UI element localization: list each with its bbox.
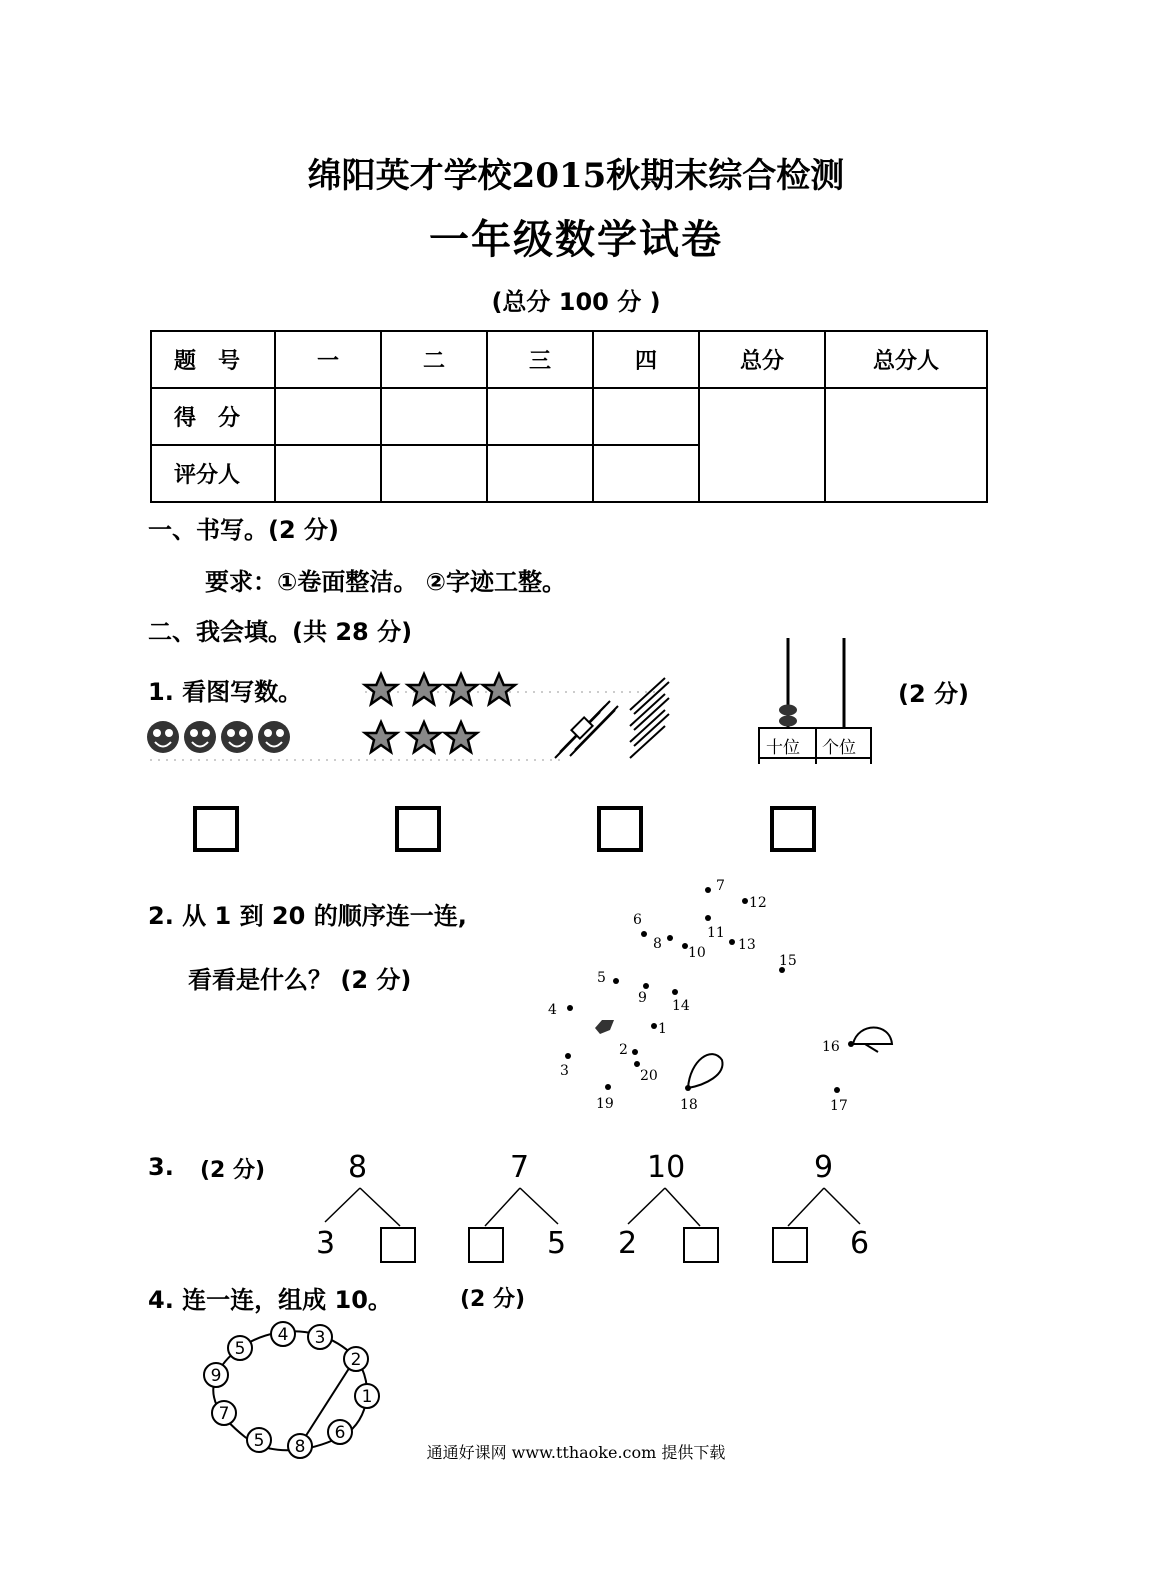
section1-requirement: 要求：①卷面整洁。 ②字迹工整。 bbox=[205, 568, 566, 596]
q1-score: (2 分) bbox=[898, 680, 969, 708]
grader-cell[interactable] bbox=[381, 445, 487, 502]
dot-number: 6 bbox=[633, 912, 642, 928]
answer-box[interactable] bbox=[395, 806, 441, 852]
face-icon bbox=[258, 721, 290, 753]
star-icon bbox=[365, 674, 397, 704]
number-circle bbox=[204, 1363, 228, 1387]
header-cell: 总分人 bbox=[825, 331, 987, 388]
answer-box[interactable] bbox=[683, 1227, 719, 1263]
header-cell: 题 号 bbox=[151, 331, 275, 388]
dot-number: 19 bbox=[596, 1096, 614, 1112]
score-cell[interactable] bbox=[275, 388, 381, 445]
dot-number: 20 bbox=[640, 1068, 658, 1084]
tree-top-number: 7 bbox=[510, 1150, 530, 1185]
face-icon bbox=[221, 721, 253, 753]
dot bbox=[672, 989, 678, 995]
dot bbox=[613, 978, 619, 984]
header-cell: 四 bbox=[593, 331, 699, 388]
tree-top-number: 9 bbox=[814, 1150, 834, 1185]
tree-top-number: 8 bbox=[348, 1150, 368, 1185]
star-icon bbox=[445, 674, 477, 704]
number-circle bbox=[228, 1336, 252, 1360]
row-label: 评分人 bbox=[151, 445, 275, 502]
header-cell: 一 bbox=[275, 331, 381, 388]
svg-text:5: 5 bbox=[253, 1431, 265, 1451]
number-circle bbox=[212, 1401, 236, 1425]
eye-shape bbox=[595, 1020, 614, 1034]
dot-number: 17 bbox=[830, 1098, 848, 1114]
dot-number: 5 bbox=[597, 970, 606, 986]
header-cell: 二 bbox=[381, 331, 487, 388]
score-table bbox=[150, 330, 988, 503]
number-circle bbox=[344, 1347, 368, 1371]
dot-number: 18 bbox=[680, 1097, 698, 1113]
svg-text:8: 8 bbox=[294, 1437, 306, 1457]
tree-top-number: 10 bbox=[647, 1150, 686, 1185]
section1-title: 一、书写。(2 分) bbox=[148, 516, 339, 544]
total-score: (总分 100 分 ) bbox=[491, 288, 661, 316]
dot-number: 14 bbox=[672, 998, 690, 1014]
dot-number: 7 bbox=[716, 878, 725, 894]
exam-subtitle: 一年级数学试卷 bbox=[429, 217, 723, 263]
dot-number: 12 bbox=[749, 895, 767, 911]
dot-number: 16 bbox=[822, 1039, 840, 1055]
svg-text:3: 3 bbox=[314, 1328, 326, 1348]
tree-left-number: 3 bbox=[316, 1226, 336, 1261]
header-cell: 总分 bbox=[699, 331, 825, 388]
answer-box[interactable] bbox=[597, 806, 643, 852]
star-icon bbox=[445, 722, 477, 752]
answer-box[interactable] bbox=[468, 1227, 504, 1263]
dot-number: 8 bbox=[653, 936, 662, 952]
tree-right-number: 5 bbox=[547, 1226, 567, 1261]
score-cell[interactable] bbox=[593, 388, 699, 445]
svg-text:7: 7 bbox=[218, 1404, 230, 1424]
dot-number: 10 bbox=[688, 945, 706, 961]
dot bbox=[605, 1084, 611, 1090]
q2-line1: 2. 从 1 到 20 的顺序连一连, bbox=[148, 902, 467, 930]
q1-label: 1. 看图写数。 bbox=[148, 678, 303, 706]
svg-text:9: 9 bbox=[210, 1366, 222, 1386]
svg-text:2: 2 bbox=[350, 1350, 362, 1370]
dot-to-dot-puzzle bbox=[540, 870, 920, 1120]
number-circle bbox=[355, 1384, 379, 1408]
dot bbox=[834, 1087, 840, 1093]
tree-left-number: 2 bbox=[618, 1226, 638, 1261]
dot bbox=[643, 983, 649, 989]
dot bbox=[567, 1005, 573, 1011]
dot bbox=[705, 887, 711, 893]
tree-right-number: 6 bbox=[850, 1226, 870, 1261]
answer-box[interactable] bbox=[772, 1227, 808, 1263]
star-icon bbox=[365, 722, 397, 752]
svg-text:4: 4 bbox=[277, 1325, 289, 1345]
score-cell[interactable] bbox=[381, 388, 487, 445]
section2-title: 二、我会填。(共 28 分) bbox=[148, 618, 413, 646]
leg-shape bbox=[688, 1054, 722, 1088]
number-circle bbox=[271, 1322, 295, 1346]
dot-number: 1 bbox=[658, 1021, 667, 1037]
answer-box[interactable] bbox=[193, 806, 239, 852]
svg-text:5: 5 bbox=[234, 1339, 246, 1359]
sticks-icon bbox=[630, 678, 669, 758]
dot-number: 3 bbox=[560, 1063, 569, 1079]
abacus-ones-label: 个位 bbox=[822, 738, 856, 758]
dot-number: 4 bbox=[548, 1002, 557, 1018]
dot bbox=[632, 1049, 638, 1055]
star-icon bbox=[483, 674, 515, 704]
svg-text:6: 6 bbox=[334, 1423, 346, 1443]
dot bbox=[729, 939, 735, 945]
dot bbox=[705, 915, 711, 921]
number-circle bbox=[308, 1325, 332, 1349]
total-cell[interactable] bbox=[699, 388, 825, 502]
stick-bundle-icon bbox=[555, 701, 618, 758]
svg-text:1: 1 bbox=[361, 1387, 373, 1407]
dot bbox=[634, 1061, 640, 1067]
answer-box[interactable] bbox=[380, 1227, 416, 1263]
row-label: 得 分 bbox=[151, 388, 275, 445]
grader-cell[interactable] bbox=[275, 445, 381, 502]
grader-cell[interactable] bbox=[593, 445, 699, 502]
dot bbox=[641, 931, 647, 937]
dot-number: 13 bbox=[738, 937, 756, 953]
dot-number: 15 bbox=[779, 953, 797, 969]
star-icon bbox=[408, 722, 440, 752]
abacus-tens-label: 十位 bbox=[766, 738, 800, 758]
exam-title: 绵阳英才学校2015秋期末综合检测 bbox=[307, 156, 845, 196]
score-cell[interactable] bbox=[487, 388, 593, 445]
dot bbox=[651, 1023, 657, 1029]
dot bbox=[565, 1053, 571, 1059]
q3-score: (2 分) bbox=[200, 1158, 266, 1183]
dot-number: 11 bbox=[707, 925, 725, 941]
grader-cell[interactable] bbox=[487, 445, 593, 502]
footer-watermark: 通通好课网 www.tthaoke.com 提供下载 bbox=[426, 1443, 726, 1462]
dot bbox=[667, 935, 673, 941]
dot bbox=[742, 898, 748, 904]
q2-line2: 看看是什么？ (2 分) bbox=[188, 966, 412, 994]
q3-label: 3. bbox=[148, 1153, 174, 1181]
q4-score: (2 分) bbox=[460, 1287, 526, 1312]
header-cell: 三 bbox=[487, 331, 593, 388]
answer-box[interactable] bbox=[770, 806, 816, 852]
star-icon bbox=[408, 674, 440, 704]
q4-label: 4. 连一连，组成 10。 bbox=[148, 1286, 392, 1314]
face-icon bbox=[184, 721, 216, 753]
tail-shape bbox=[853, 1028, 892, 1053]
dot-number: 2 bbox=[619, 1042, 628, 1058]
total-grader-cell[interactable] bbox=[825, 388, 987, 502]
dot-number: 9 bbox=[638, 990, 647, 1006]
face-icon bbox=[147, 721, 179, 753]
